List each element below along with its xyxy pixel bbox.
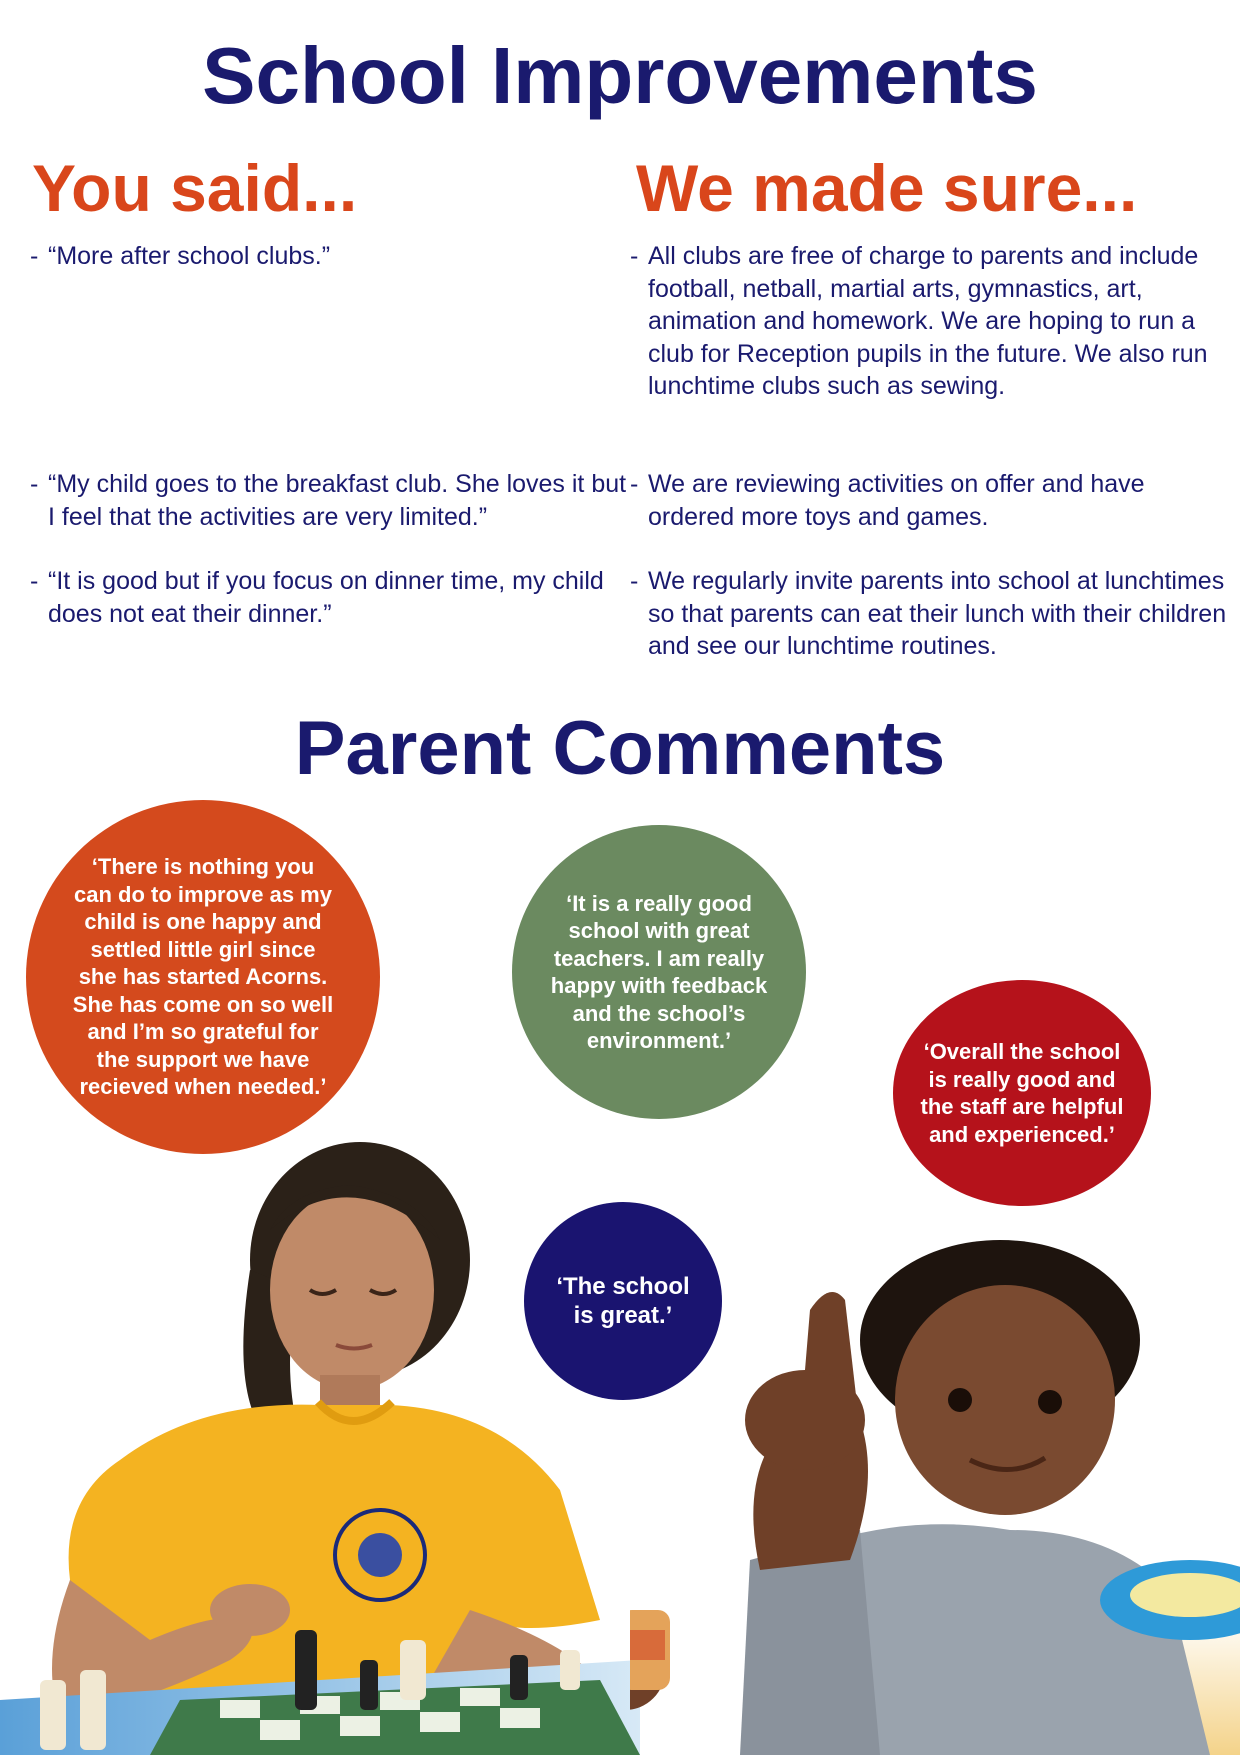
you-said-item: - “It is good but if you focus on dinner time, my child does not eat their dinner.” xyxy=(30,567,604,628)
comment-bubble: ‘It is a really good school with great teachers. I am really happy with feedback and the school’s environment.’ xyxy=(512,825,806,1119)
comment-bubble: ‘The school is great.’ xyxy=(524,1202,722,1400)
page-title: School Improvements xyxy=(202,31,1038,120)
we-made-sure-item: - All clubs are free of charge to parents and include football, netball, martial arts, gymnastics, art, animation and homework. We are hoping to run a club for Reception pupils in the future. We also run lunchtime clubs such as sewing. xyxy=(630,242,1208,400)
you-said-heading: You said... xyxy=(32,151,358,225)
we-made-sure-item: - We are reviewing activities on offer and have ordered more toys and games. xyxy=(630,470,1145,531)
girl-playing-chess-photo xyxy=(0,1140,640,1755)
parent-comments-heading: Parent Comments xyxy=(294,706,946,791)
comment-bubble: ‘Overall the school is really good and the staff are helpful and experienced.’ xyxy=(893,980,1151,1206)
we-made-sure-heading: We made sure... xyxy=(636,151,1138,225)
you-said-item: - “More after school clubs.” xyxy=(30,242,331,270)
comment-bubble: ‘There is nothing you can do to improve as my child is one happy and settled little girl since she has started Acorns. She has come on so well and I’m so grateful for the support we have recieved when needed.’ xyxy=(26,800,380,1154)
you-said-item: - “My child goes to the breakfast club. She loves it but I feel that the activities are very limited.” xyxy=(30,470,627,531)
we-made-sure-item: - We regularly invite parents into school at lunchtimes so that parents can eat their lunch with their children and see our lunchtime routines. xyxy=(630,567,1227,660)
